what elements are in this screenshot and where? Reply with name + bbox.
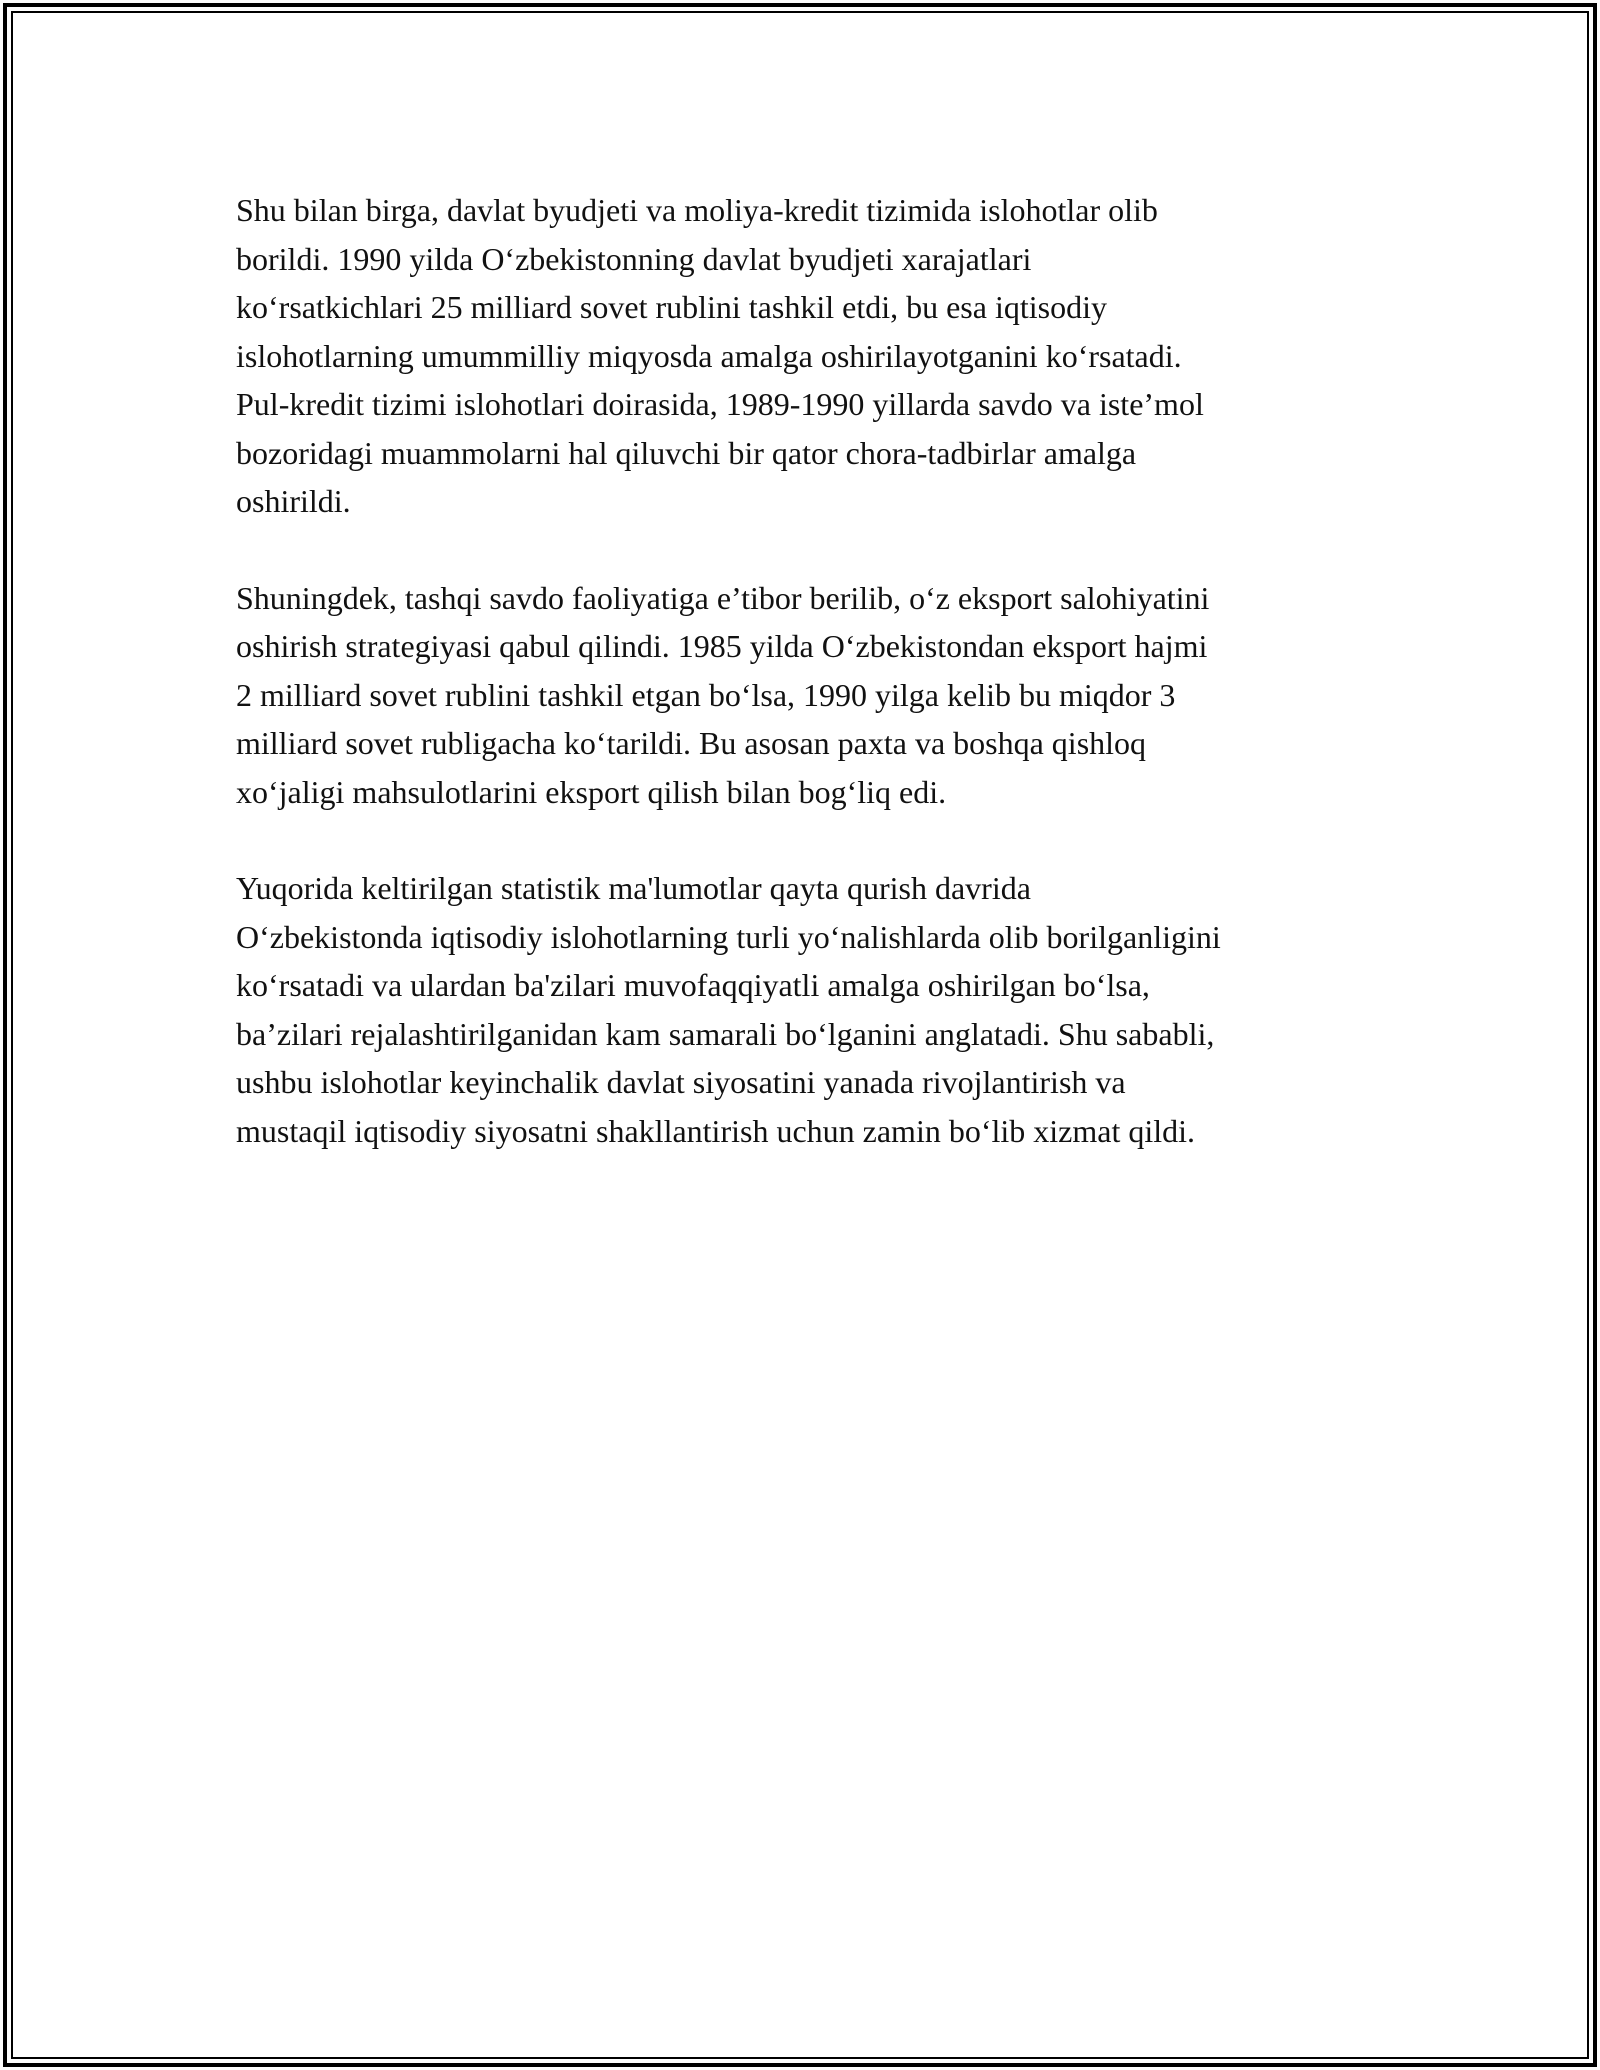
text-line: 2 milliard sovet rublini tashkil etgan bo‘lsa, 1990 yilga kelib bu miqdor 3 <box>236 676 1176 713</box>
text-line: Shu bilan birga, davlat byudjeti va moliya-kredit tizimida islohotlar olib <box>236 192 1158 228</box>
text-line: O‘zbekistonda iqtisodiy islohotlarning turli yo‘nalishlarda olib borilganligini <box>236 918 1221 955</box>
text-line: ushbu islohotlar keyinchalik davlat siyosatini yanada rivojlantirish va <box>236 1064 1126 1100</box>
text-line: milliard sovet rubligacha ko‘tarildi. Bu asosan paxta va boshqa qishloq <box>236 725 1147 761</box>
paragraph-conclusion <box>236 864 1376 1155</box>
text-line: Pul-kredit tizimi islohotlari doirasida, 1989-1990 yillarda savdo va iste’mol <box>236 386 1204 422</box>
text-line: Shuningdek, tashqi savdo faoliyatiga e’tibor berilib, o‘z eksport salohiyatini <box>236 579 1210 616</box>
paragraph-budget-reform <box>236 186 1376 526</box>
text-line: islohotlarning umummilliy miqyosda amalga oshirilayotganini ko‘rsatadi. <box>236 337 1182 374</box>
text-line: bozoridagi muammolarni hal qiluvchi bir qator chora-tadbirlar amalga <box>236 434 1137 471</box>
text-line: ba’zilari rejalashtirilganidan kam samarali bo‘lganini anglatadi. Shu sababli, <box>236 1015 1215 1052</box>
paragraph-export-strategy <box>236 574 1376 817</box>
document-body <box>236 186 1376 1203</box>
text-line: ko‘rsatkichlari 25 milliard sovet rublini tashkil etdi, bu esa iqtisodiy <box>236 289 1107 325</box>
text-line: mustaqil iqtisodiy siyosatni shakllantirish uchun zamin bo‘lib xizmat qildi. <box>236 1112 1196 1149</box>
text-line: ko‘rsatadi va ulardan ba'zilari muvofaqqiyatli amalga oshirilgan bo‘lsa, <box>236 967 1150 1003</box>
text-line: Yuqorida keltirilgan statistik ma'lumotlar qayta qurish davrida <box>236 870 1031 906</box>
text-line: oshirish strategiyasi qabul qilindi. 1985 yilda O‘zbekistondan eksport hajmi <box>236 628 1208 664</box>
text-line: xo‘jaligi mahsulotlarini eksport qilish bilan bog‘liq edi. <box>236 773 947 810</box>
text-line: oshirildi. <box>236 483 351 519</box>
text-line: borildi. 1990 yilda O‘zbekistonning davlat byudjeti xarajatlari <box>236 240 1032 277</box>
